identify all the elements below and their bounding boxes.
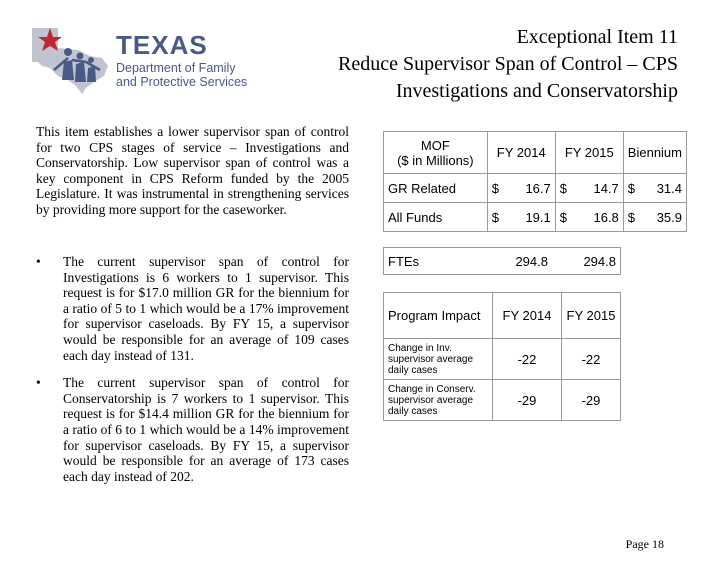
title-line-3: Investigations and Conservatorship <box>395 80 678 102</box>
table-row <box>384 380 621 421</box>
impact-value: -29 <box>562 380 621 421</box>
fte-table <box>383 247 621 275</box>
logo-title: TEXAS <box>116 30 208 60</box>
mof-table <box>383 131 687 232</box>
program-impact-table <box>383 292 621 421</box>
mof-cell <box>623 203 686 232</box>
mof-cell <box>555 174 623 203</box>
bullet-text: The current supervisor span of control for Investigations is 6 workers to 1 supervisor. This request is for $17.0 million GR for the biennium for a ratio of 5 to 1 which would be a 17% improvement for supervisor caseloads. By FY 15, a supervisor would be responsible for an average of 109 cases each day instead of 131. <box>63 254 349 363</box>
impact-value: -22 <box>562 339 621 380</box>
mof-value: 16.7 <box>525 180 551 196</box>
mof-value: 16.8 <box>593 209 619 225</box>
mof-value: 14.7 <box>593 180 619 196</box>
bullet-text: The current supervisor span of control for Conservatorship is 7 workers to 1 supervisor. This request is for $14.4 million GR for the biennium for a ratio of 6 to 1 which would be a 14% improvement for supervisor caseloads. By FY 15, a supervisor would be responsible for an average of 173 cases each day instead of 202. <box>63 375 349 484</box>
currency-symbol: $ <box>559 180 567 196</box>
mof-cell <box>487 174 555 203</box>
dfps-logo-graphic <box>28 22 114 94</box>
currency-symbol: $ <box>627 209 636 225</box>
mof-header-cell <box>384 132 488 174</box>
table-row <box>384 174 687 203</box>
mof-col-fy2014: FY 2014 <box>487 132 555 174</box>
bullet-item-conservatorship <box>36 375 349 484</box>
bullet-dot-icon: • <box>36 375 41 391</box>
bullet-item-investigations <box>36 254 349 363</box>
mof-row-label: All Funds <box>384 203 488 232</box>
table-row <box>384 203 687 232</box>
mof-row-label: GR Related <box>384 174 488 203</box>
currency-symbol: $ <box>559 209 567 225</box>
mof-cell <box>487 203 555 232</box>
page-title <box>338 24 678 105</box>
dfps-logo <box>28 22 248 96</box>
logo-subtitle-line1: Department of Family <box>116 61 236 75</box>
mof-col-fy2015: FY 2015 <box>555 132 623 174</box>
impact-header: Program Impact <box>384 293 493 339</box>
mof-value: 19.1 <box>525 209 551 225</box>
impact-value: -22 <box>493 339 562 380</box>
currency-symbol: $ <box>491 180 499 196</box>
logo-subtitle-line2: and Protective Services <box>116 75 248 89</box>
mof-col-biennium: Biennium <box>623 132 686 174</box>
mof-value: 35.9 <box>656 209 682 225</box>
bullet-list <box>36 254 349 496</box>
currency-symbol: $ <box>491 209 499 225</box>
title-line-2: Reduce Supervisor Span of Control – CPS <box>338 53 678 75</box>
fte-label: FTEs <box>384 248 493 275</box>
mof-header-row <box>384 132 687 174</box>
table-row <box>384 339 621 380</box>
fte-value-fy2015: 294.8 <box>552 248 621 275</box>
impact-row-label: Change in Conserv. supervisor average daily cases <box>384 380 493 421</box>
impact-header-row <box>384 293 621 339</box>
table-row <box>384 248 621 275</box>
bullet-dot-icon: • <box>36 254 41 269</box>
impact-value: -29 <box>493 380 562 421</box>
mof-header-line1: MOF <box>420 137 450 153</box>
mof-cell <box>555 203 623 232</box>
mof-cell <box>623 174 686 203</box>
page-number: Page 18 <box>625 537 664 551</box>
impact-col-fy2015: FY 2015 <box>562 293 621 339</box>
fte-value-fy2014: 294.8 <box>492 248 552 275</box>
currency-symbol: $ <box>627 180 636 196</box>
mof-value: 31.4 <box>656 180 682 196</box>
impact-col-fy2014: FY 2014 <box>493 293 562 339</box>
title-line-1: Exceptional Item 11 <box>516 26 678 48</box>
intro-paragraph: This item establishes a lower supervisor span of control for two CPS stages of service – Investigations and Conservatorship. Low supervisor span of control was a key component in CPS Reform funded by the 2005 Legislature. It was instrumental in strengthening services by providing more support for the caseworker. <box>36 124 349 217</box>
mof-header-line2: ($ in Millions) <box>397 152 474 168</box>
impact-row-label: Change in Inv. supervisor average daily cases <box>384 339 493 380</box>
